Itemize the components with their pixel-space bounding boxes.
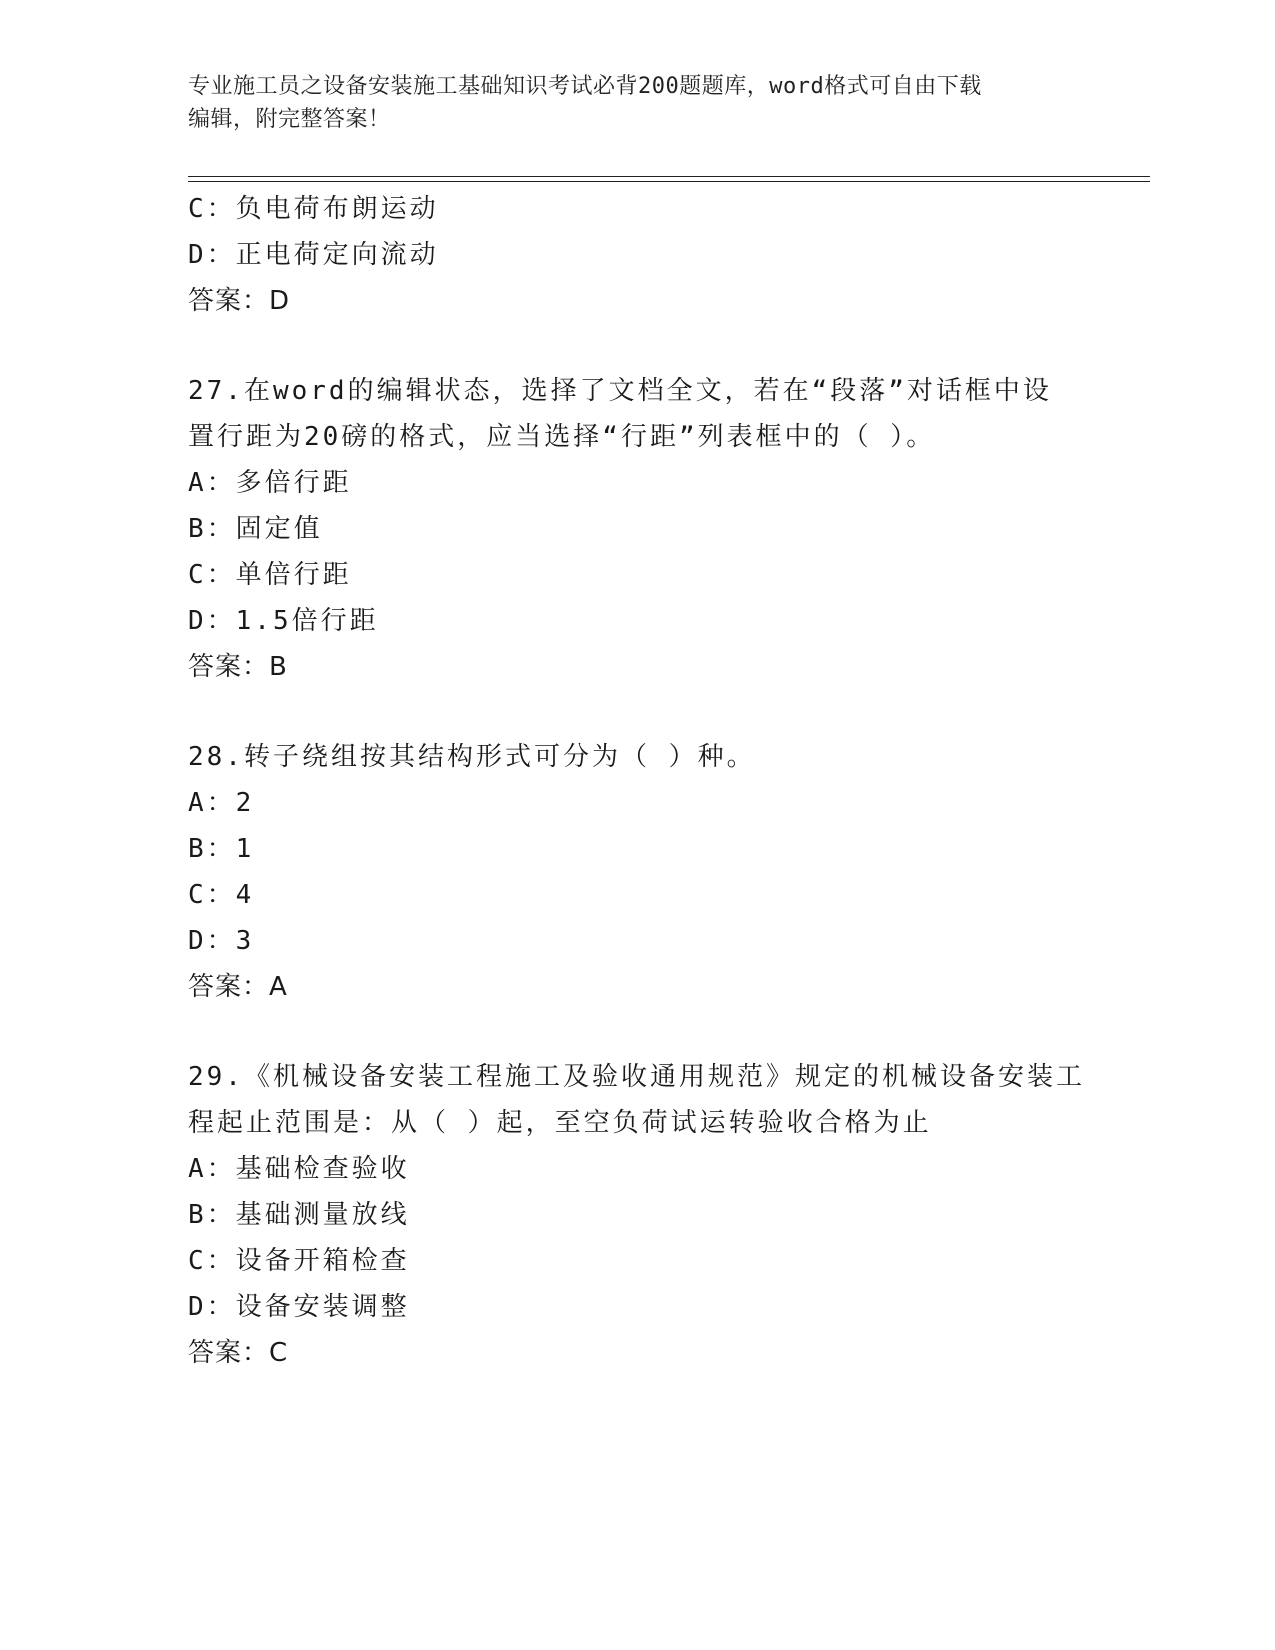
option-c: C：4	[188, 880, 255, 910]
option-d: D：设备安装调整	[188, 1292, 410, 1322]
header-divider-top	[188, 176, 1150, 177]
option-a: A：多倍行距	[188, 468, 352, 498]
answer-line: 答案：C	[188, 1338, 289, 1368]
question-29	[188, 1054, 1128, 1376]
header-divider-bottom	[188, 181, 1150, 182]
question-26	[188, 186, 1128, 324]
option-b: B：固定值	[188, 514, 323, 544]
question-27	[188, 368, 1128, 690]
question-text-continued: 置行距为20磅的格式，应当选择“行距”列表框中的（ ）。	[188, 422, 936, 452]
option-b: B：基础测量放线	[188, 1200, 410, 1230]
question-text: 27.在word的编辑状态，选择了文档全文，若在“段落”对话框中设	[188, 376, 1052, 406]
answer-line: 答案：B	[188, 652, 288, 682]
option-d: D：3	[188, 926, 255, 956]
question-text: 28.转子绕组按其结构形式可分为（ ）种。	[188, 742, 756, 772]
option-d: D：1.5倍行距	[188, 606, 379, 636]
option-c: C：负电荷布朗运动	[188, 194, 439, 224]
question-text: 29.《机械设备安装工程施工及验收通用规范》规定的机械设备安装工	[188, 1062, 1085, 1092]
option-d: D：正电荷定向流动	[188, 240, 439, 270]
header-line-1: 专业施工员之设备安装施工基础知识考试必背200题题库，word格式可自由下载	[188, 74, 982, 99]
spacer	[188, 1010, 1128, 1054]
question-text-continued: 程起止范围是：从（ ）起，至空负荷试运转验收合格为止	[188, 1108, 932, 1138]
header-line-2: 编辑，附完整答案！	[188, 107, 391, 132]
spacer	[188, 324, 1128, 368]
option-a: A：2	[188, 788, 255, 818]
answer-line: 答案：D	[188, 286, 291, 316]
answer-line: 答案：A	[188, 972, 288, 1002]
option-b: B：1	[188, 834, 255, 864]
document-header	[188, 70, 1088, 136]
option-c: C：单倍行距	[188, 560, 352, 590]
question-list	[188, 186, 1128, 1376]
question-28	[188, 734, 1128, 1010]
option-a: A：基础检查验收	[188, 1154, 410, 1184]
option-c: C：设备开箱检查	[188, 1246, 410, 1276]
spacer	[188, 690, 1128, 734]
